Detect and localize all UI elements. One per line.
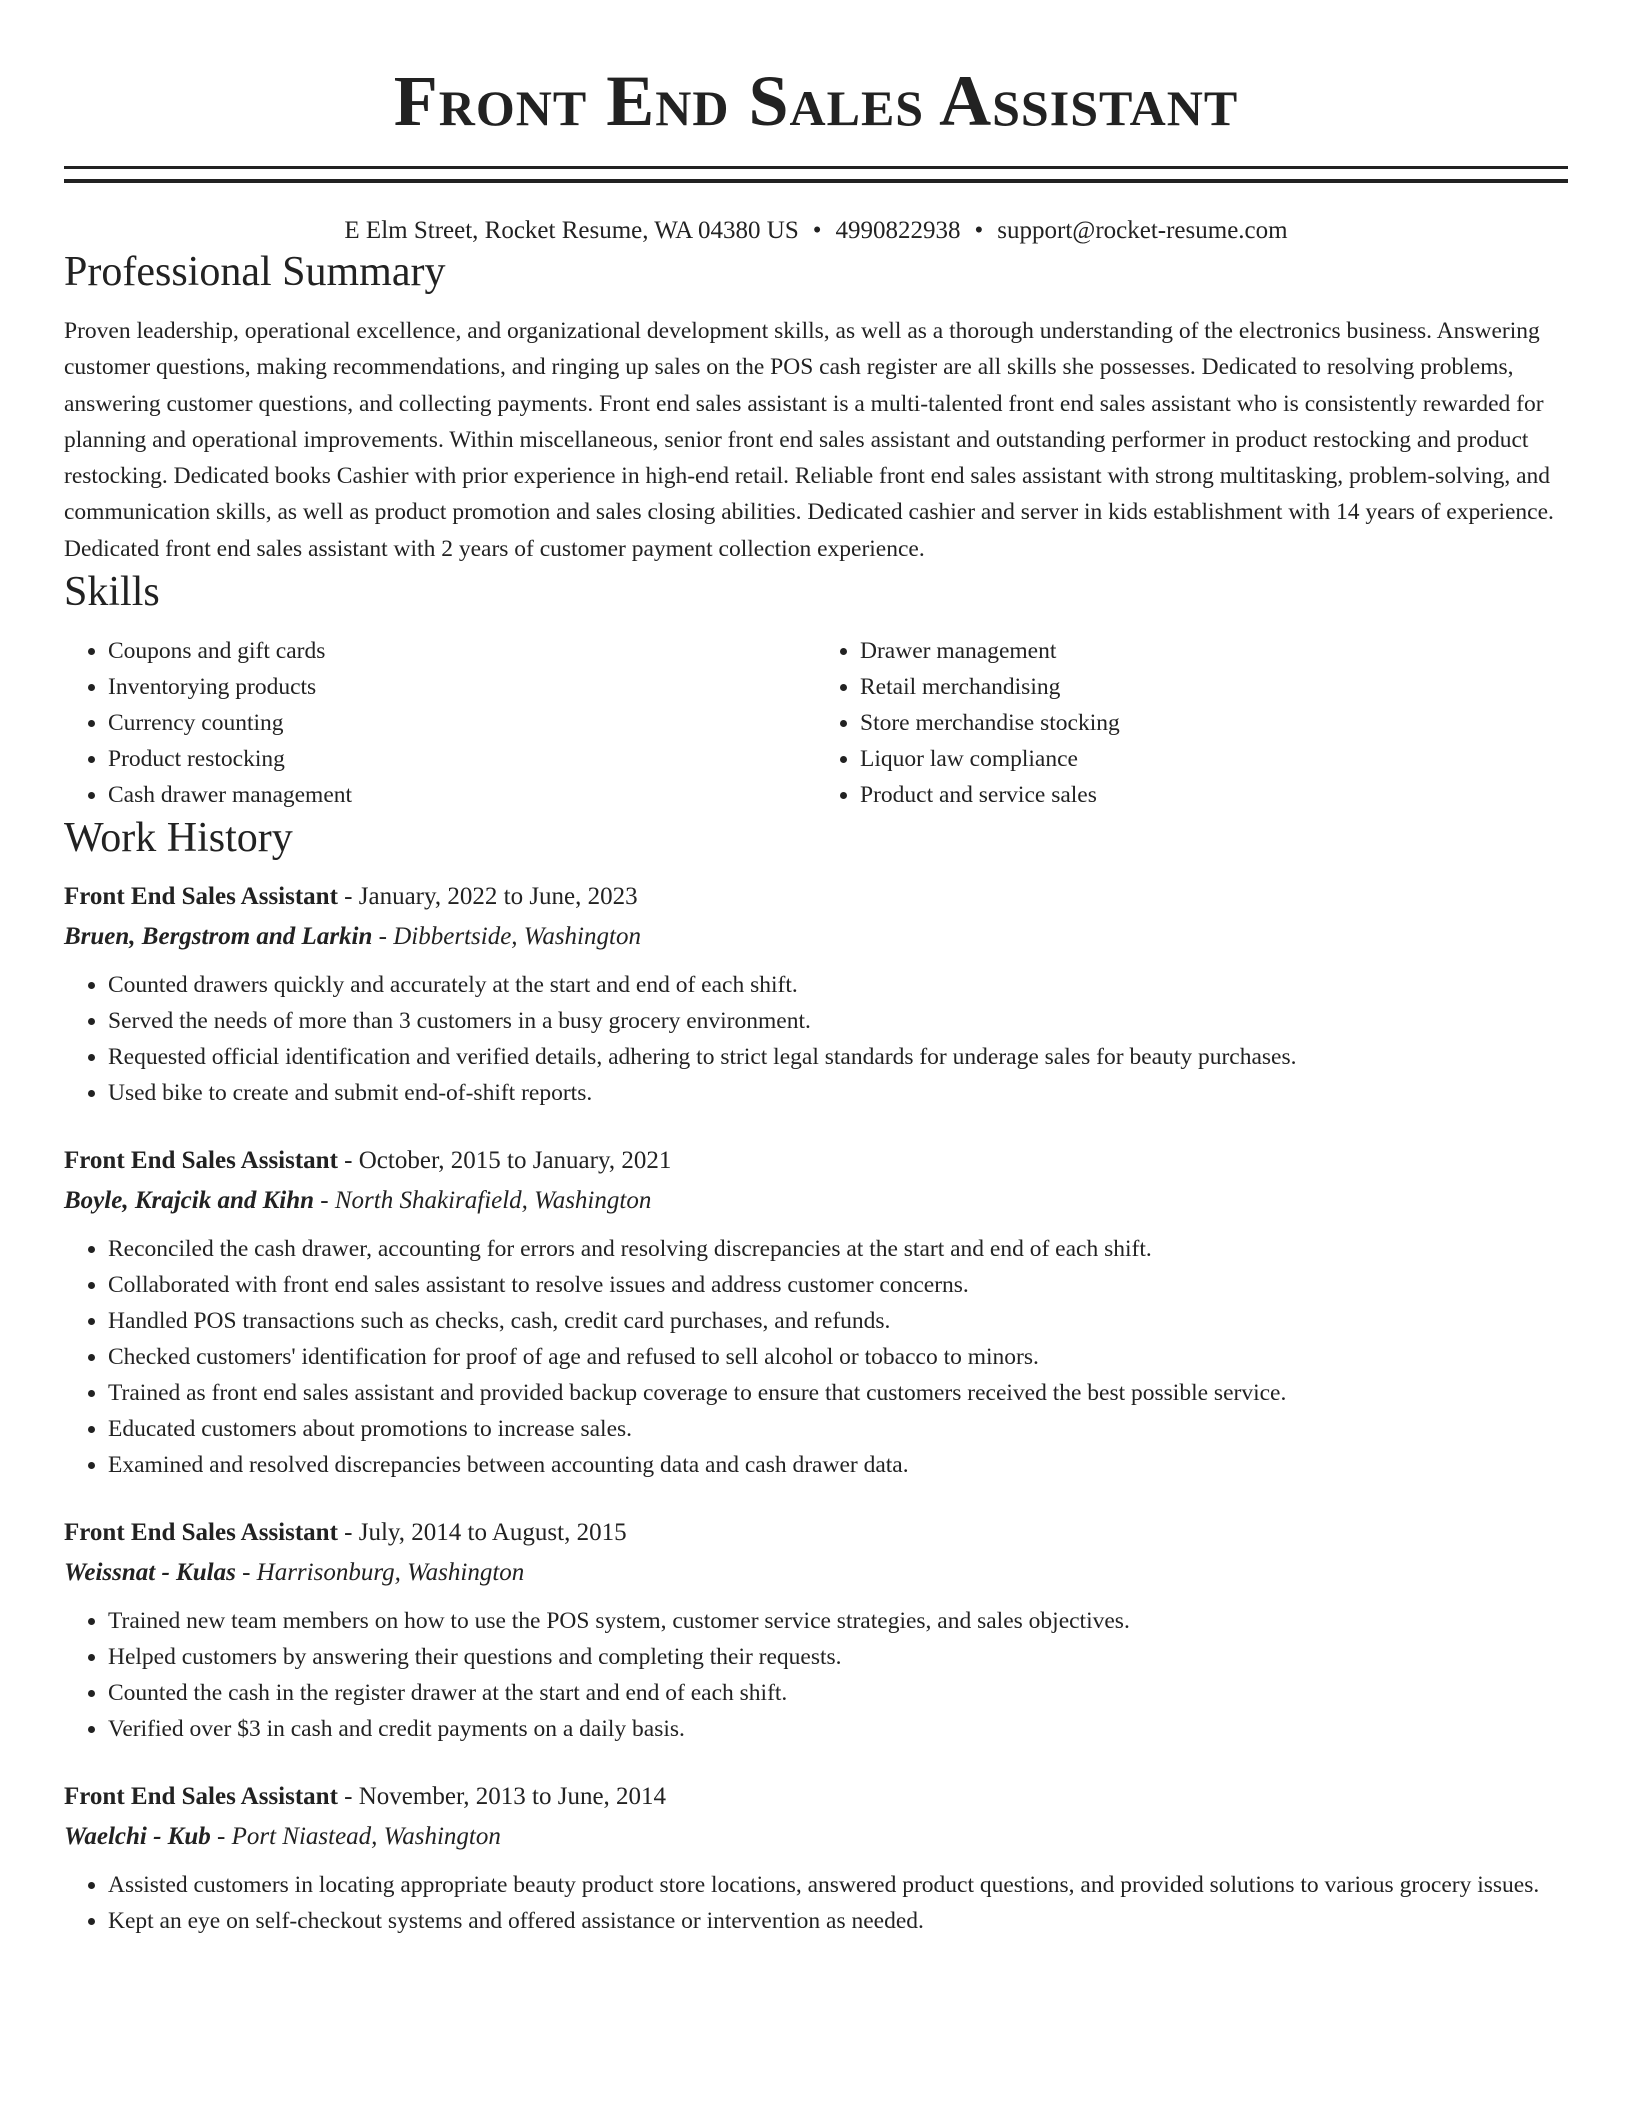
contact-email: support@rocket-resume.com [997,217,1288,244]
job-duty: • Helped customers by answering their questions and completing their requests. [108,1639,1568,1675]
contact-address: E Elm Street, Rocket Resume, WA 04380 US [344,217,799,244]
skill-item: • Retail merchandising [860,669,1568,705]
skill-item: • Product restocking [108,741,816,777]
skill-item: • Inventorying products [108,669,816,705]
job-duty: • Checked customers' identification for proof of age and refused to sell alcohol or tobacco to minors. [108,1339,1568,1375]
skills-list-right [816,633,1568,813]
job-role: Front End Sales Assistant [64,883,338,911]
job-duties [64,1603,1568,1747]
job-employer [64,919,1568,955]
job-entry [64,1515,1568,1747]
job-duty: • Counted drawers quickly and accurately at the start and end of each shift. [108,967,1568,1003]
contact-separator: • [974,217,984,244]
job-duties [64,967,1568,1111]
job-dates: - January, 2022 to June, 2023 [337,883,638,911]
skill-item: • Product and service sales [860,777,1568,813]
job-entry [64,1779,1568,1939]
job-employer [64,1819,1568,1855]
job-duty: • Educated customers about promotions to increase sales. [108,1411,1568,1447]
job-header [64,879,1568,915]
skills-heading: Skills [64,569,160,616]
job-duty: • Collaborated with front end sales assistant to resolve issues and address customer concerns. [108,1267,1568,1303]
job-duty: • Trained as front end sales assistant and provided backup coverage to ensure that customers received the best possible service. [108,1375,1568,1411]
job-dates: - November, 2013 to June, 2014 [337,1783,667,1811]
job-location: - Port Niastead, Washington [210,1823,501,1851]
job-entry [64,1143,1568,1483]
job-duty: • Served the needs of more than 3 customers in a busy grocery environment. [108,1003,1568,1039]
job-role: Front End Sales Assistant [64,1519,338,1547]
job-company: Waelchi - Kub [64,1823,211,1851]
skill-item: • Coupons and gift cards [108,633,816,669]
job-company: Boyle, Krajcik and Kihn [64,1187,315,1215]
job-duty: • Counted the cash in the register drawer at the start and end of each shift. [108,1675,1568,1711]
job-employer [64,1555,1568,1591]
job-duty: • Verified over $3 in cash and credit payments on a daily basis. [108,1711,1568,1747]
contact-phone: 4990822938 [835,217,961,244]
job-duty: • Requested official identification and verified details, adhering to strict legal standards for underage sales for beauty purchases. [108,1039,1568,1075]
job-dates: - July, 2014 to August, 2015 [337,1519,627,1547]
job-duty: • Examined and resolved discrepancies between accounting data and cash drawer data. [108,1447,1568,1483]
skill-item: • Drawer management [860,633,1568,669]
job-header [64,1143,1568,1179]
job-duty: • Kept an eye on self-checkout systems and offered assistance or intervention as needed. [108,1903,1568,1939]
job-header [64,1515,1568,1551]
job-company: Bruen, Bergstrom and Larkin [64,923,373,951]
job-duty: • Assisted customers in locating appropriate beauty product store locations, answered product questions, and provided solutions to various grocery issues. [108,1867,1568,1903]
job-dates: - October, 2015 to January, 2021 [337,1147,672,1175]
job-role: Front End Sales Assistant [64,1783,338,1811]
summary-heading: Professional Summary [64,249,446,295]
skill-item: • Liquor law compliance [860,741,1568,777]
job-location: - North Shakirafield, Washington [314,1187,652,1215]
job-header [64,1779,1568,1815]
contact-separator: • [812,217,822,244]
work-history-heading: Work History [64,815,293,862]
skill-item: • Cash drawer management [108,777,816,813]
job-location: - Dibbertside, Washington [372,923,641,951]
skills-list-left [64,633,816,813]
job-duties [64,1231,1568,1483]
skill-item: • Store merchandise stocking [860,705,1568,741]
job-location: - Harrisonburg, Washington [235,1559,525,1587]
job-company: Weissnat - Kulas [64,1559,236,1587]
job-duty: • Reconciled the cash drawer, accounting for errors and resolving discrepancies at the start and end of each shift. [108,1231,1568,1267]
skill-item: • Currency counting [108,705,816,741]
job-duty: • Used bike to create and submit end-of-shift reports. [108,1075,1568,1111]
job-duty: • Trained new team members on how to use the POS system, customer service strategies, and sales objectives. [108,1603,1568,1639]
summary-text: Proven leadership, operational excellence, and organizational development skills, as well as a thorough understanding of the electronics business. Answering customer questions, making recommendations, and ringing up sales on the POS cash register are all skills she possesses. Dedicated to resolving problems, answering customer questions, and collecting payments. Front end sales assistant is a multi-talented front end sales assistant who is consistently rewarded for planning and operational improvements. Within miscellaneous, senior front end sales assistant and outstanding performer in product restocking and product restocking. Dedicated books Cashier with prior experience in high-end retail. Reliable front end sales assistant with strong multitasking, problem-solving, and communication skills, as well as product promotion and sales closing abilities. Dedicated cashier and server in kids establishment with 14 years of experience. Dedicated front end sales assistant with 2 years of customer payment collection experience. [64,318,1554,562]
job-duty: • Handled POS transactions such as checks, cash, credit card purchases, and refunds. [108,1303,1568,1339]
job-duties [64,1867,1568,1939]
job-role: Front End Sales Assistant [64,1147,338,1175]
contact-line [64,215,1568,247]
skills-columns [64,633,1568,813]
job-entry [64,879,1568,1111]
job-employer [64,1183,1568,1219]
resume-name: Front End Sales Assistant [393,61,1239,141]
header-double-rule [64,166,1568,183]
